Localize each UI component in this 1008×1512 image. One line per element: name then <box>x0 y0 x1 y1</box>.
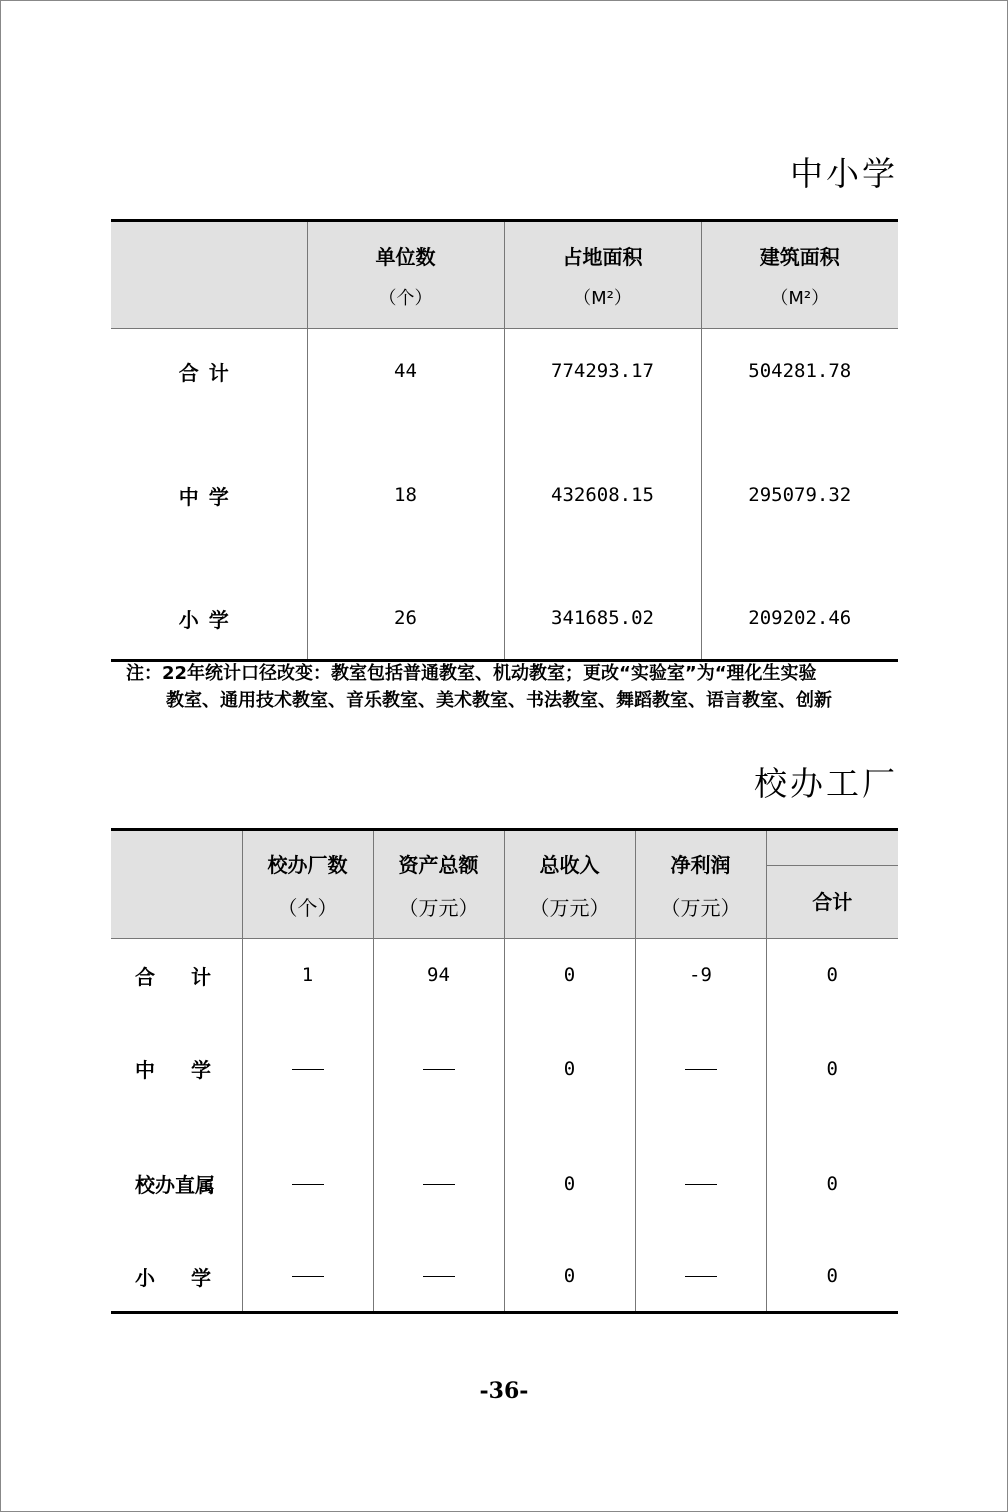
header-unit: （万元） <box>660 895 741 920</box>
header-label: 占地面积 <box>562 244 643 269</box>
dash-mark <box>685 1184 717 1185</box>
header-unit: （万元） <box>529 895 610 920</box>
row-label <box>111 1241 242 1313</box>
school-factories-table <box>111 828 898 1314</box>
cell-value: 504281.78 <box>701 329 898 414</box>
header-unit: （M²） <box>770 287 830 309</box>
header-label: 资产总额 <box>398 852 479 877</box>
header-total <box>766 830 898 939</box>
cell-value: 44 <box>307 329 504 414</box>
dash-mark <box>685 1276 717 1277</box>
dash-mark <box>292 1069 324 1070</box>
cell-value: 295079.32 <box>701 413 898 577</box>
cell-dash <box>373 1241 504 1313</box>
cell-value: 1 <box>242 939 373 1012</box>
cell-dash <box>635 1011 766 1126</box>
header-unit: （个） <box>277 895 338 920</box>
cell-value: -9 <box>635 939 766 1012</box>
header-blank-cell <box>111 830 242 939</box>
header-label: 净利润 <box>670 852 731 877</box>
row-label: 合计 <box>178 360 239 385</box>
header-total-assets <box>373 830 504 939</box>
header-unit: （M²） <box>573 287 632 309</box>
cell-dash <box>242 1011 373 1126</box>
cell-value: 94 <box>373 939 504 1012</box>
cell-value: 0 <box>504 1126 635 1241</box>
cell-value: 209202.46 <box>701 577 898 661</box>
header-label: 建筑面积 <box>759 244 840 269</box>
table-row <box>111 1126 898 1241</box>
dash-mark <box>423 1276 455 1277</box>
row-label <box>111 1011 242 1126</box>
cell-value: 0 <box>504 939 635 1012</box>
header-label: 合计 <box>812 890 853 914</box>
cell-value: 0 <box>504 1011 635 1126</box>
cell-dash <box>373 1126 504 1241</box>
row-label: 中学 <box>178 484 239 509</box>
table-row <box>111 329 898 414</box>
row-label <box>111 939 242 1012</box>
table-header-row <box>111 221 898 329</box>
cell-dash <box>242 1126 373 1241</box>
section-title-school-factories: 校办工厂 <box>754 764 898 803</box>
dash-mark <box>423 1184 455 1185</box>
page-number: -36- <box>479 1378 529 1404</box>
cell-dash <box>635 1241 766 1313</box>
table-row <box>111 577 898 661</box>
cell-value: 0 <box>766 1241 898 1313</box>
header-subdivider <box>767 831 899 866</box>
cell-value: 18 <box>307 413 504 577</box>
dash-mark <box>685 1069 717 1070</box>
section-title-primary-secondary-schools: 中小学 <box>790 154 898 193</box>
table-row <box>111 1241 898 1313</box>
cell-value: 341685.02 <box>504 577 701 661</box>
table-footnote <box>126 660 896 714</box>
row-label: 小学 <box>178 607 239 632</box>
dash-mark <box>423 1069 455 1070</box>
header-building-area <box>701 221 898 329</box>
header-unit: （个） <box>378 287 433 309</box>
header-unit: （万元） <box>398 895 479 920</box>
cell-dash <box>242 1241 373 1313</box>
cell-dash <box>635 1126 766 1241</box>
dash-mark <box>292 1276 324 1277</box>
row-label-text: 小学 <box>135 1265 211 1290</box>
footnote-line-1: 注：22年统计口径改变：教室包括普通教室、机动教室；更改“实验室”为“理化生实验 <box>126 663 817 684</box>
row-label-text: 中学 <box>135 1058 211 1082</box>
table-row <box>111 939 898 1012</box>
dash-mark <box>292 1184 324 1185</box>
header-unit-count <box>307 221 504 329</box>
header-blank-cell <box>111 221 307 329</box>
row-label-text: 合计 <box>135 964 211 989</box>
cell-value: 774293.17 <box>504 329 701 414</box>
row-label: 校办直属 <box>135 1173 215 1197</box>
footnote-line-2: 教室、通用技术教室、音乐教室、美术教室、书法教室、舞蹈教室、语言教室、创新 <box>166 690 832 711</box>
header-label: 单位数 <box>375 244 436 269</box>
header-net-profit <box>635 830 766 939</box>
header-factory-count <box>242 830 373 939</box>
table-header-row <box>111 830 898 939</box>
cell-dash <box>373 1011 504 1126</box>
schools-table <box>111 219 898 662</box>
cell-value: 26 <box>307 577 504 661</box>
header-label: 总收入 <box>539 852 600 877</box>
table-row <box>111 1011 898 1126</box>
table-row <box>111 413 898 577</box>
header-total-revenue <box>504 830 635 939</box>
header-label: 校办厂数 <box>267 852 348 877</box>
cell-value: 432608.15 <box>504 413 701 577</box>
cell-value: 0 <box>766 1126 898 1241</box>
header-land-area <box>504 221 701 329</box>
cell-value: 0 <box>766 939 898 1012</box>
cell-value: 0 <box>766 1011 898 1126</box>
cell-value: 0 <box>504 1241 635 1313</box>
